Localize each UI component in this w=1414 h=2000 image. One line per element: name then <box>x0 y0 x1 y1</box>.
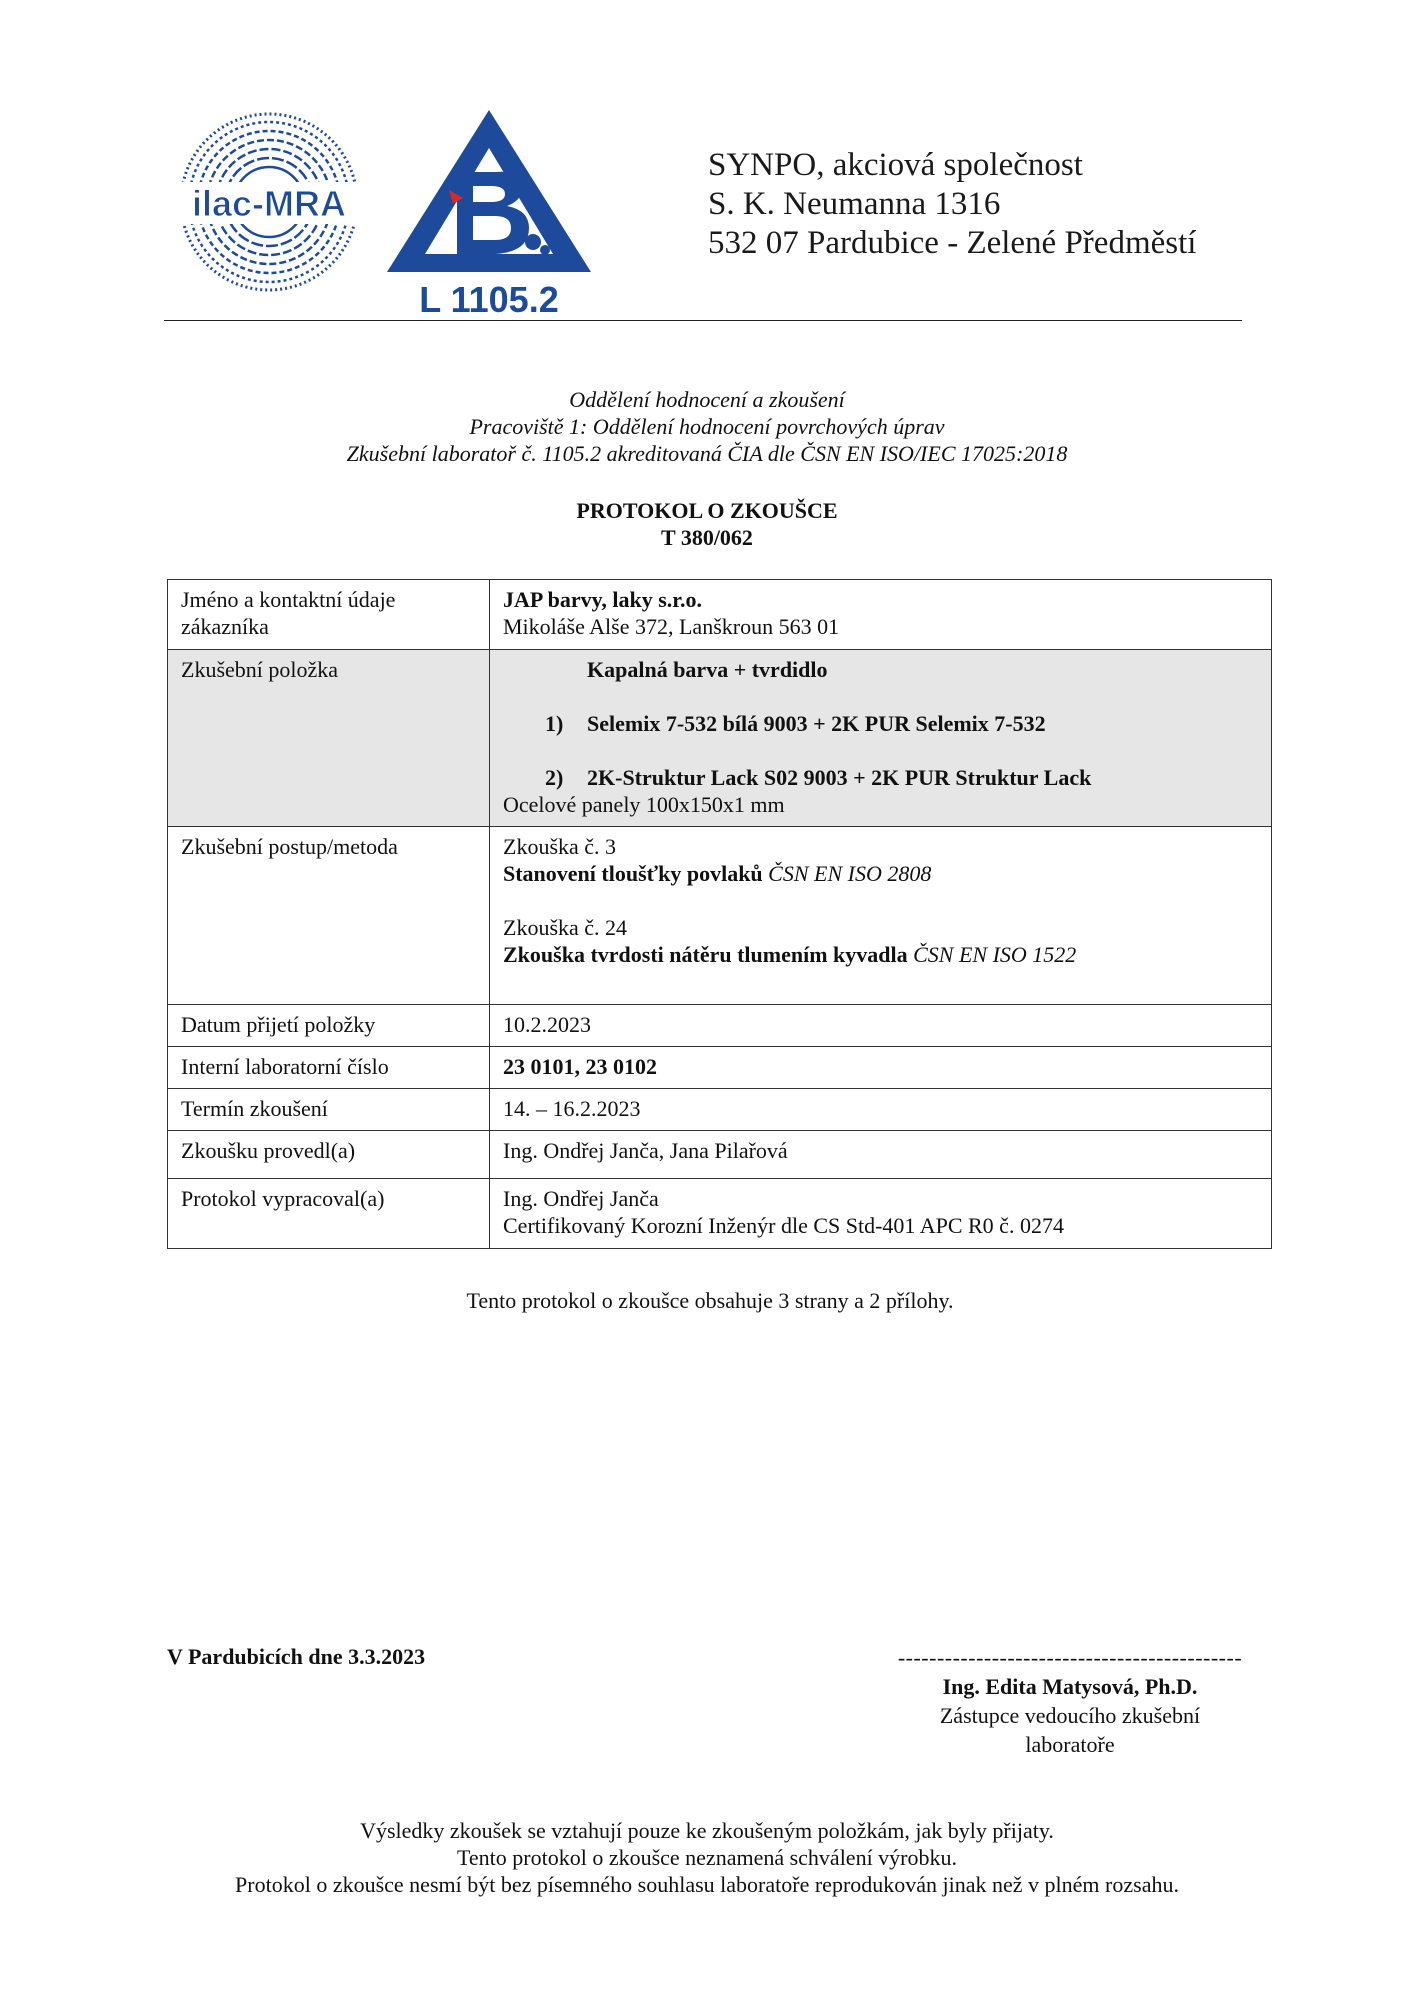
item-entry-text: 2K-Struktur Lack S02 9003 + 2K PUR Struktur Lack <box>587 765 1092 790</box>
customer-address: Mikoláše Alše 372, Lanškroun 563 01 <box>503 614 840 639</box>
department-line-3: Zkušební laboratoř č. 1105.2 akreditovaná ČIA dle ČSN EN ISO/IEC 17025:2018 <box>346 441 1068 466</box>
company-city: 532 07 Pardubice - Zelené Předměstí <box>708 225 1197 261</box>
company-address <box>708 146 1196 263</box>
test-standard: ČSN EN ISO 1522 <box>913 942 1077 967</box>
protocol-title-block <box>0 497 1414 551</box>
footer-line-1: Výsledky zkoušek se vztahují pouze ke zkoušeným položkám, jak byly přijaty. <box>360 1818 1054 1843</box>
table-row <box>168 1131 1272 1179</box>
signatory-role-line-2: laboratoře <box>1025 1732 1115 1757</box>
method-label: Zkušební postup/metoda <box>168 827 490 1005</box>
table-row <box>168 650 1272 827</box>
prepared-by-name: Ing. Ondřej Janča <box>503 1186 659 1211</box>
customer-label: Jméno a kontaktní údaje zákazníka <box>168 580 490 650</box>
footer-line-2: Tento protokol o zkoušce neznamená schválení výrobku. <box>456 1845 958 1870</box>
item-substrate: Ocelové panely 100x150x1 mm <box>503 792 785 817</box>
company-name: SYNPO, akciová společnost <box>708 147 1083 183</box>
test-description <box>503 941 1259 968</box>
protocol-info-table <box>167 579 1272 1249</box>
signatory-name: Ing. Edita Matysová, Ph.D. <box>942 1674 1198 1699</box>
test-name: Stanovení tloušťky povlaků <box>503 861 763 886</box>
table-row <box>168 1005 1272 1047</box>
item-entry-number: 1) <box>545 711 564 736</box>
item-entry <box>503 764 1259 791</box>
signature-line: -------------------------------------------- <box>897 1645 1243 1670</box>
method-value <box>490 827 1272 1005</box>
header-divider <box>164 320 1242 321</box>
table-row <box>168 1047 1272 1089</box>
test-date-label: Termín zkoušení <box>168 1089 490 1131</box>
item-heading: Kapalná barva + tvrdidlo <box>587 657 828 682</box>
department-line-1: Oddělení hodnocení a zkoušení <box>569 387 845 412</box>
ilac-mra-text: ilac-MRA <box>191 183 347 224</box>
ilac-mra-logo <box>175 108 363 296</box>
item-entry <box>503 710 1259 737</box>
footer-line-3: Protokol o zkoušce nesmí být bez písemného souhlasu laboratoře reprodukován jinak než v plném rozsahu. <box>235 1872 1179 1897</box>
protocol-number: T 380/062 <box>661 525 753 550</box>
test-number: Zkouška č. 24 <box>503 915 628 940</box>
customer-name: JAP barvy, laky s.r.o. <box>503 587 703 612</box>
company-street: S. K. Neumanna 1316 <box>708 186 1001 222</box>
cia-accreditation-logo <box>383 106 595 318</box>
table-row <box>168 580 1272 650</box>
table-row <box>168 827 1272 1005</box>
lab-number-value: 23 0101, 23 0102 <box>490 1047 1272 1089</box>
item-label: Zkušební položka <box>168 650 490 827</box>
table-row <box>168 1089 1272 1131</box>
lab-number-label: Interní laboratorní číslo <box>168 1047 490 1089</box>
received-value: 10.2.2023 <box>490 1005 1272 1047</box>
test-name: Zkouška tvrdosti nátěru tlumením kyvadla <box>503 942 908 967</box>
place-date: V Pardubicích dne 3.3.2023 <box>167 1644 426 1669</box>
table-row <box>168 1179 1272 1249</box>
test-number: Zkouška č. 3 <box>503 834 617 859</box>
received-label: Datum přijetí položky <box>168 1005 490 1047</box>
prepared-by-cert: Certifikovaný Korozní Inženýr dle CS Std-401 APC R0 č. 0274 <box>503 1213 1064 1238</box>
prepared-by-label: Protokol vypracoval(a) <box>168 1179 490 1249</box>
customer-value <box>490 580 1272 650</box>
department-info <box>0 386 1414 467</box>
test-description <box>503 860 1259 887</box>
footer-disclaimer <box>0 1817 1414 1898</box>
prepared-by-value <box>490 1179 1272 1249</box>
test-standard: ČSN EN ISO 2808 <box>768 861 932 886</box>
test-date-value: 14. – 16.2.2023 <box>490 1089 1272 1131</box>
performed-by-label: Zkoušku provedl(a) <box>168 1131 490 1179</box>
item-value <box>490 650 1272 827</box>
cia-number-text: L 1105.2 <box>419 279 559 318</box>
performed-by-value: Ing. Ondřej Janča, Jana Pilařová <box>490 1131 1272 1179</box>
protocol-title: PROTOKOL O ZKOUŠCE <box>576 498 838 523</box>
pages-note: Tento protokol o zkoušce obsahuje 3 strany a 2 přílohy. <box>466 1288 954 1313</box>
signatory-role-line-1: Zástupce vedoucího zkušební <box>939 1703 1201 1728</box>
item-entry-number: 2) <box>545 765 564 790</box>
signature-block <box>880 1643 1260 1759</box>
item-entry-text: Selemix 7-532 bílá 9003 + 2K PUR Selemix 7-532 <box>587 711 1046 736</box>
department-line-2: Pracoviště 1: Oddělení hodnocení povrchových úprav <box>469 414 945 439</box>
